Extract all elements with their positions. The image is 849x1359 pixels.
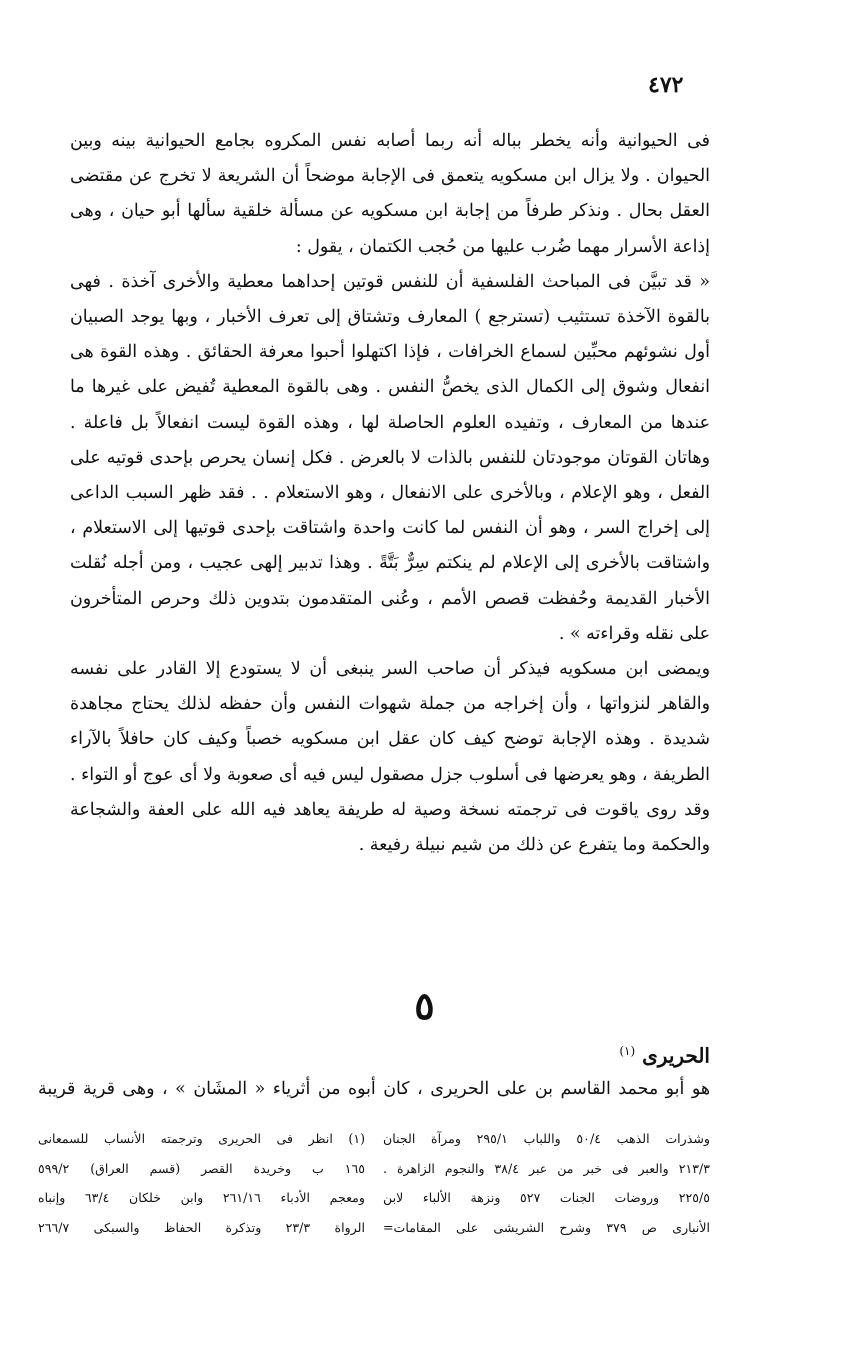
paragraph-2-quotation: « قد تبيَّن فى المباحث الفلسفية أن للنفس قوتين إحداهما معطية والأخرى آخذة . فهى بالقوة الآخذة تستثيب (تسترجع ) المعارف وتشتاق إلى تعرف الأخبار ، وبها يوجد الصبيان أول نشوئهم محبِّين لسماع الخرافات ، فإذا اكتهلوا أحبوا معرفة الحقائق . وهذه القوة هى انفعال وشوق إلى الكمال الذى يخصُّ النفس . وهى بالقوة المعطية تُفيض على غيرها ما عندها من المعارف ، وتفيده العلوم الحاصلة لها ، وهذه القوة ليست انفعالاً بل فاعلة . وهاتان القوتان موجودتان للنفس بالذات لا بالعرض . فكل إنسان يحرص بإحدى قوتيه على الفعل ، وهو الإعلام ، وبالأخرى على الانفعال ، وهو الاستعلام . . فقد ظهر السبب الداعى إلى إخراج السر ، وهو أن النفس لما كانت واحدة واشتاقت بإحدى قوتيها إلى الاستعلام ، واشتاقت بالأخرى إلى الإعلام لم ينكتم سِرٌّ بَتَّةً . وهذا تدبير إلهى عجيب ، ومن أجله نُقلت الأخبار القديمة وحُفظت قصص الأمم ، وعُنى المتقدمون بتدوين ذلك وحرص المتأخرون على نقله وقراءته » . <box>70 271 710 644</box>
footnote-line: الأنبارى ص ٣٧٩ وشرح الشريشى على المقامات= <box>383 1219 710 1235</box>
footnote-line: ٢١٣/٣ والعبر فى خبر من عبر ٣٨/٤ والنجوم الزاهرة . <box>383 1160 710 1176</box>
section-heading <box>70 1036 710 1071</box>
footnote-line: ٢٢٥/٥ وروضات الجنات ٥٢٧ ونزهة الألباء لابن <box>383 1190 710 1206</box>
paragraph-3: ويمضى ابن مسكويه فيذكر أن صاحب السر ينبغى أن لا يستودع إلا القادر على نفسه والقاهر لنزواتها ، وأن إخراجه من جملة شهوات النفس وأن حفظه لذلك يحتاج مجاهدة شديدة . وهذه الإجابة توضح كيف كان عقل ابن مسكويه خصباً وكيف كان حافلاً بالآراء الطريفة ، وهو يعرضها فى أسلوب جزل مصقول ليس فيه أى صعوبة ولا أى عوج أو التواء . وقد روى ياقوت فى ترجمته نسخة وصية له طريفة يعاهد فيه الله على العفة والشجاعة والحكمة وما يتفرع عن ذلك من شيم نبيلة رفيعة . <box>70 659 710 856</box>
footnotes <box>38 1124 710 1242</box>
paragraph-1: فى الحيوانية وأنه يخطر بباله أنه ربما أصابه نفس المكروه بجامع الحيوانية بينه وبين الحيوان . ولا يزال ابن مسكويه يتعمق فى الإجابة موضحاً أن الشريعة لا تخرج عن مقتضى العقل بحال . ونذكر طرفاً من إجابة ابن مسكويه عن مسألة خلقية سألها أبو حيان ، وهى إذاعة الأسرار مهما ضُرب عليها من حُجب الكتمان ، يقول : <box>70 131 710 257</box>
footnote-line: الرواة ٢٣/٣ وتذكرة الحفاظ والسبكى ٢٦٦/٧ <box>38 1219 365 1235</box>
footnote-marker: (١) <box>619 1044 636 1058</box>
footnote-line: وشذرات الذهب ٥٠/٤ واللباب ٢٩٥/١ ومرآة الجنان <box>383 1131 710 1146</box>
main-text <box>70 124 710 863</box>
footnote-column-right <box>38 1124 365 1242</box>
footnote-column-left <box>383 1124 710 1242</box>
section-heading-title: الحريرى <box>642 1043 710 1068</box>
footnote-line: ١٦٥ ب وخريدة القصر (قسم العراق) ٥٩٩/٢ <box>38 1160 365 1176</box>
footnote-line: ومعجم الأدباء ٢٦١/١٦ وابن خلكان ٦٣/٤ وإنباه <box>38 1190 365 1206</box>
section-first-line: هو أبو محمد القاسم بن على الحريرى ، كان أبوه من أثرياء « المشَان » ، وهى قرية قريبة <box>38 1079 710 1099</box>
footnote-line: (١) انظر فى الحريرى وترجمته الأنساب للسمعانى <box>38 1131 365 1146</box>
section-number: ٥ <box>414 983 435 1028</box>
page-number: ٤٧٢ <box>648 72 684 98</box>
